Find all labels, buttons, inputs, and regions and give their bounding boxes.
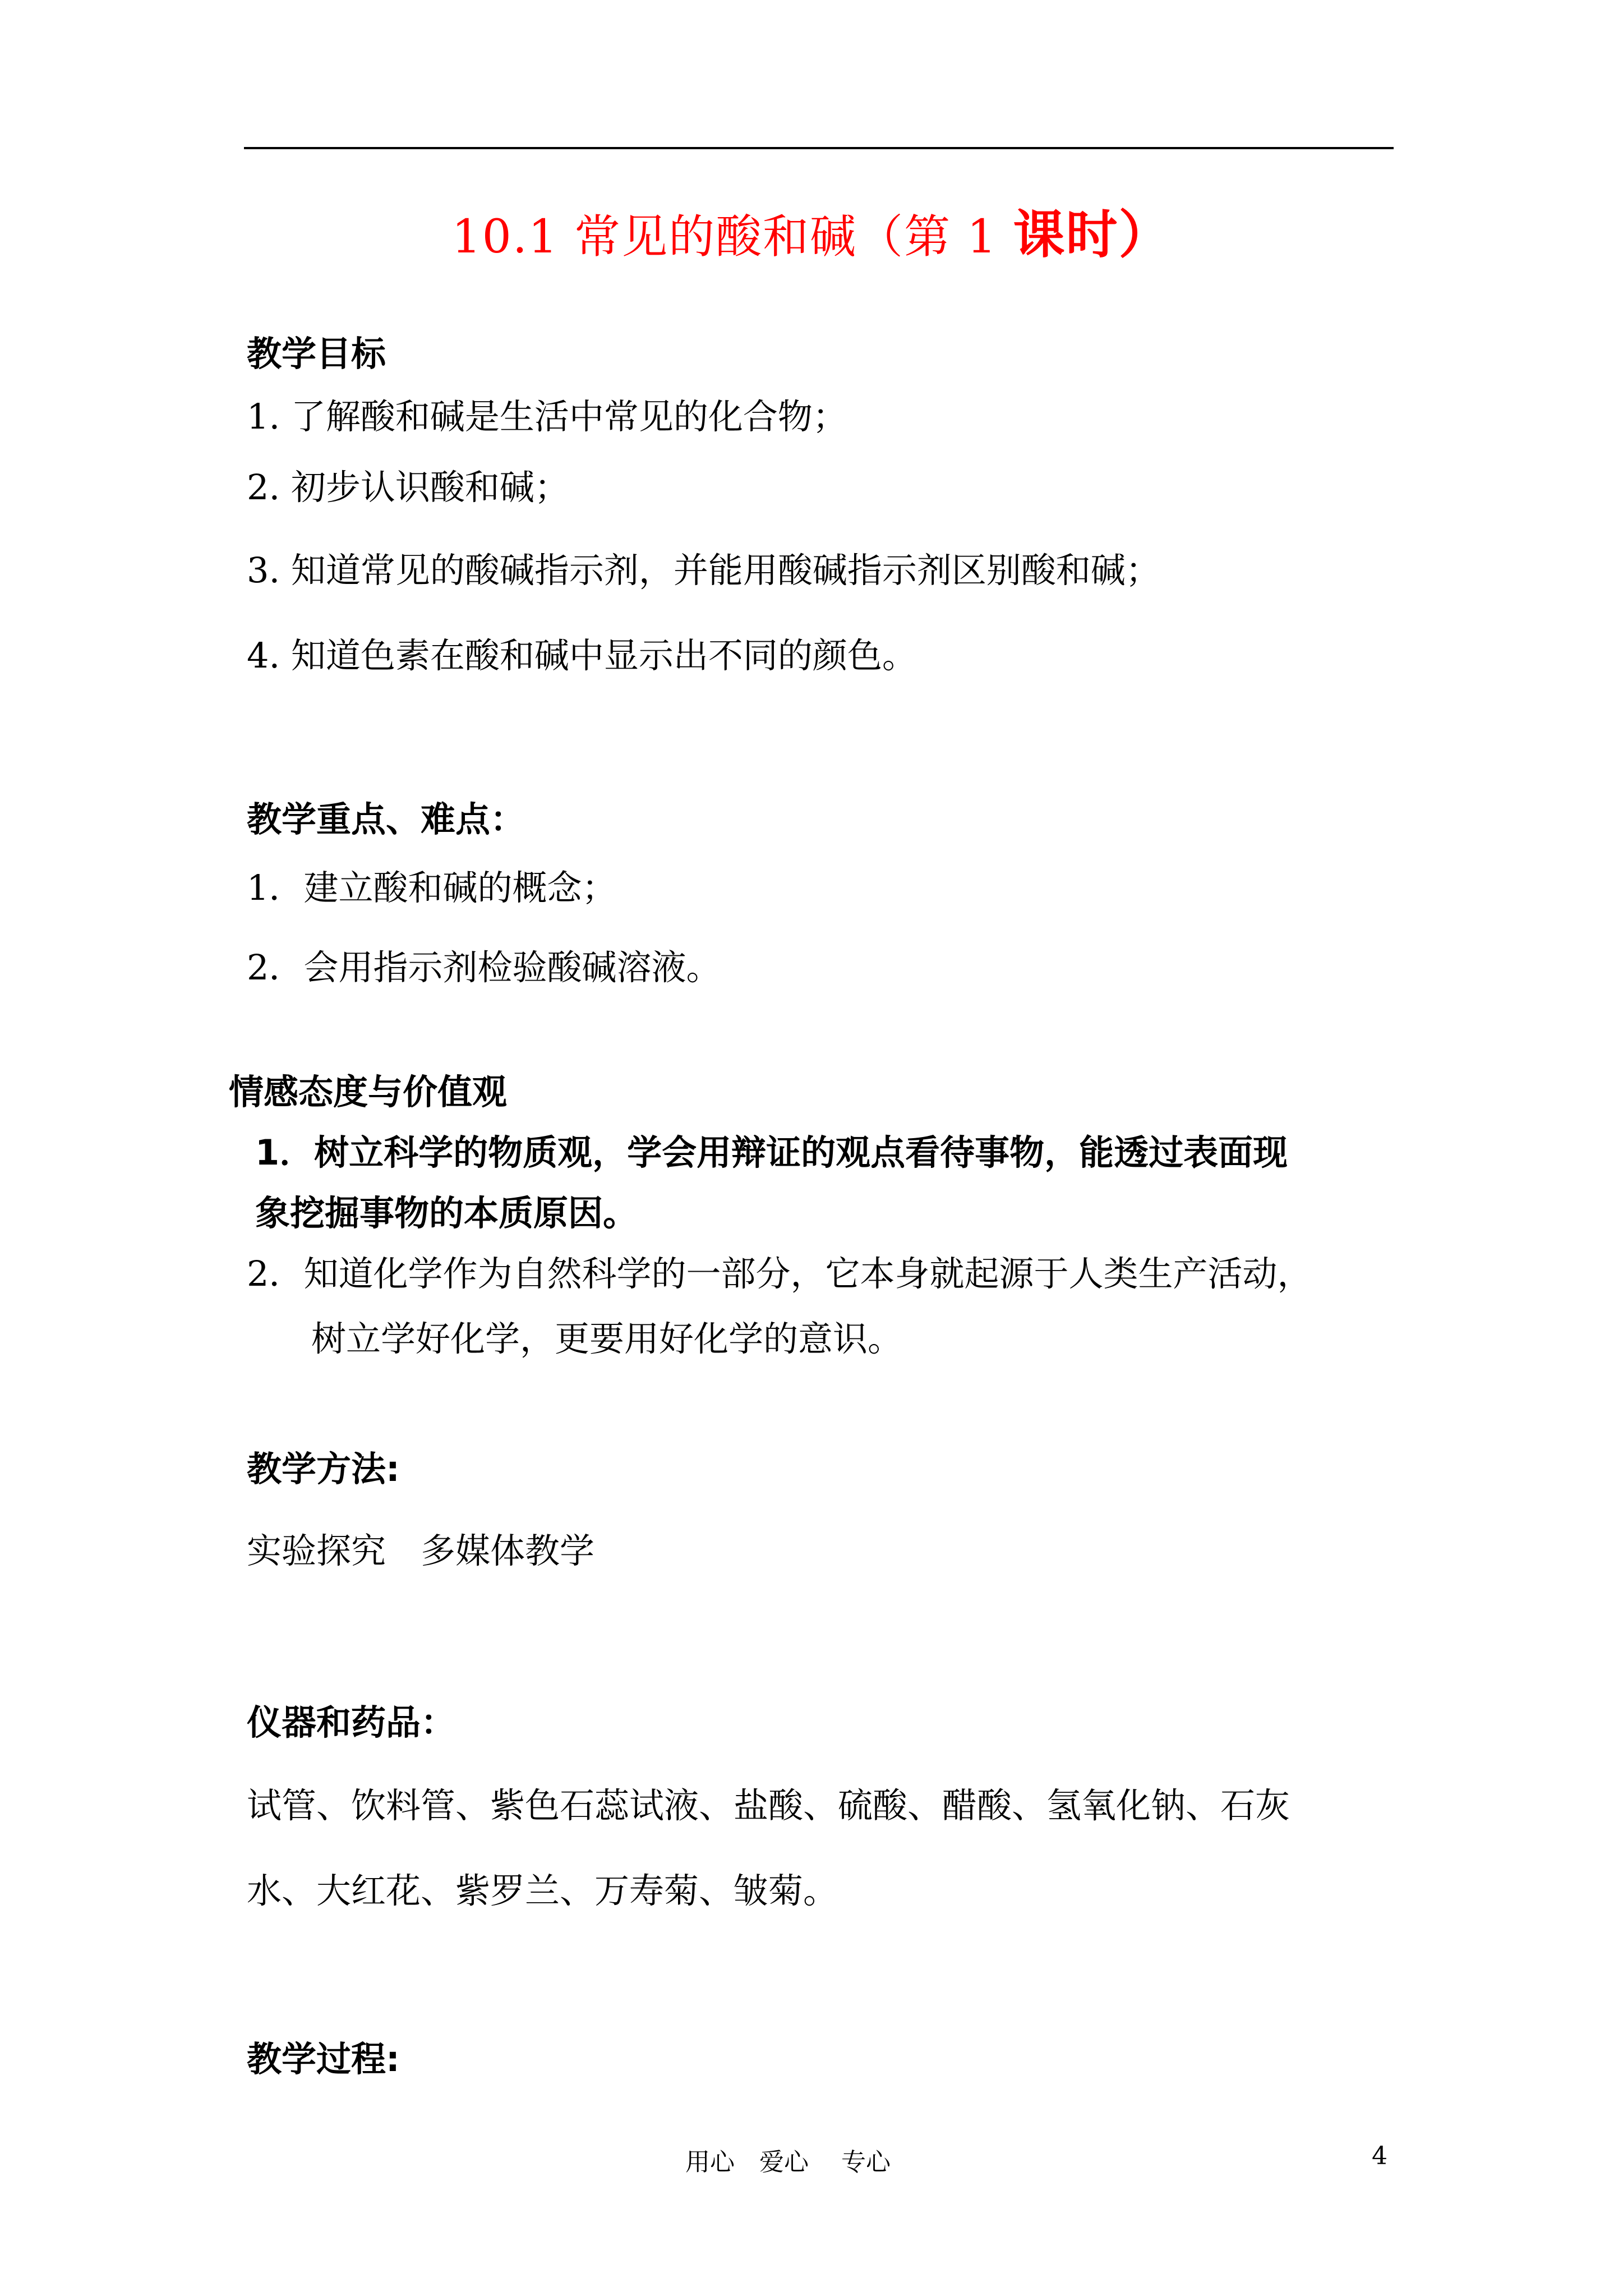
title-main: 10.1 常见的酸和碱（第 1 [451, 210, 1013, 264]
page-number: 4 [1372, 2142, 1387, 2170]
footer-motto: 用心 爱心 专心 [685, 2148, 891, 2177]
materials-line: 试管、饮料管、紫色石蕊试液、盐酸、硫酸、醋酸、氢氧化钠、石灰 [247, 1785, 1290, 1826]
objective-item: 2. 初步认识酸和碱； [247, 467, 569, 508]
key-point-item: 1．建立酸和碱的概念； [247, 867, 617, 908]
values-heading: 情感态度与价值观 [229, 1071, 508, 1112]
methods-heading: 教学方法: [247, 1448, 400, 1489]
objectives-heading: 教学目标 [247, 333, 386, 374]
materials-heading: 仪器和药品： [247, 1702, 456, 1743]
methods-text: 实验探究 多媒体教学 [247, 1530, 595, 1571]
page-title [0, 194, 1623, 268]
values-item1-line1: 1．树立科学的物质观，学会用辩证的观点看待事物，能透过表面现 [255, 1132, 1288, 1173]
values-item2-line2: 树立学好化学，更要用好化学的意识。 [311, 1318, 903, 1359]
title-emphasis: 课时） [1013, 205, 1172, 265]
objective-item: 4. 知道色素在酸和碱中显示出不同的颜色。 [247, 635, 917, 676]
values-item1-line2: 象挖掘事物的本质原因。 [255, 1193, 638, 1234]
key-point-item: 2．会用指示剂检验酸碱溶液。 [247, 947, 721, 988]
values-item2-line1: 2．知道化学作为自然科学的一部分，它本身就起源于人类生产活动， [247, 1253, 1312, 1294]
process-heading: 教学过程: [247, 2039, 400, 2079]
materials-line: 水、大红花、紫罗兰、万寿菊、皱菊。 [247, 1870, 838, 1911]
objective-item: 3. 知道常见的酸碱指示剂，并能用酸碱指示剂区别酸和碱； [247, 550, 1160, 591]
key-points-heading: 教学重点、难点： [247, 799, 525, 840]
objective-item: 1. 了解酸和碱是生活中常见的化合物； [247, 396, 847, 437]
header-rule [244, 147, 1394, 149]
